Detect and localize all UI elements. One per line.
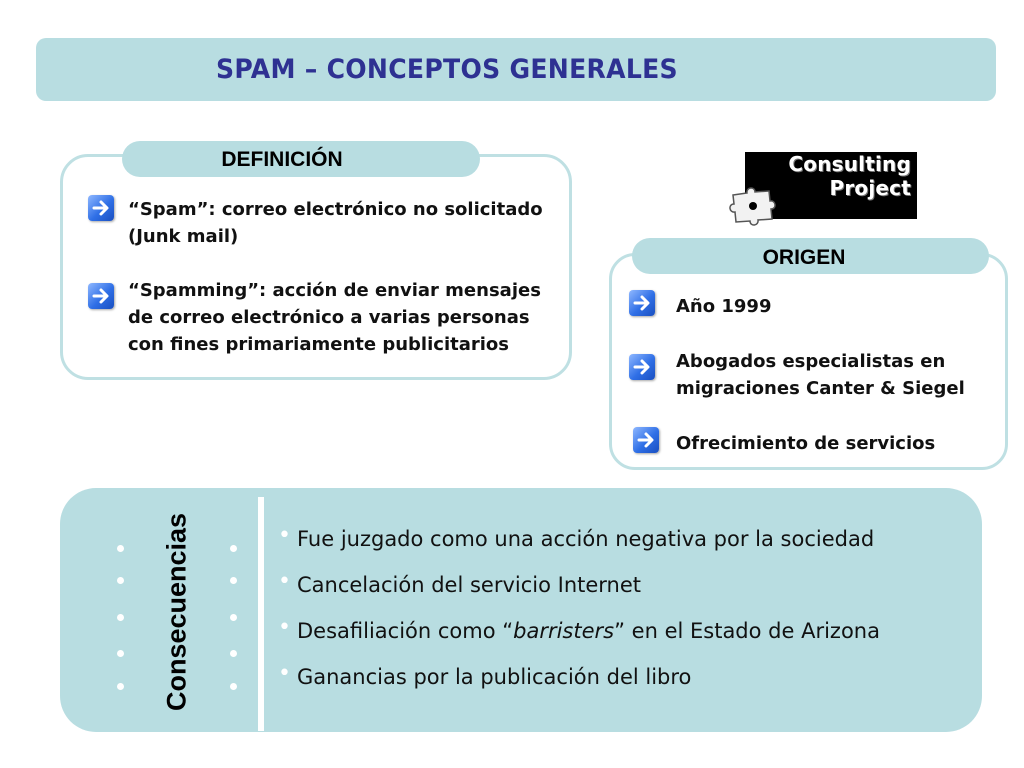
consecuencias-item-text: ” en el Estado de Arizona [614, 619, 880, 643]
definicion-item-line: “Spamming”: acción de enviar mensajes [128, 280, 541, 301]
decor-dot [230, 650, 237, 657]
decor-dot [117, 614, 124, 621]
origen-item-line: Ofrecimiento de servicios [676, 433, 936, 454]
decor-dot [230, 577, 237, 584]
logo-text [788, 152, 911, 200]
decor-dot [230, 683, 237, 690]
decor-dot [117, 545, 124, 552]
origen-item-line: Abogados especialistas en [676, 351, 946, 372]
decor-dot [230, 545, 237, 552]
origen-item [676, 430, 935, 457]
puzzle-piece-icon [725, 183, 787, 227]
definicion-item-line: “Spam”: correo electrónico no solicitado [128, 199, 543, 220]
logo-line: Consulting [788, 152, 911, 176]
arrow-right-icon [633, 427, 659, 453]
consecuencias-item-text: Desafiliación como “ [296, 619, 514, 643]
bullet: • [278, 615, 291, 640]
consecuencias-label: Consecuencias [161, 512, 192, 712]
definicion-item-spamming [128, 277, 541, 358]
consecuencias-item-text: Ganancias por la publicación del libro [296, 665, 692, 689]
consecuencias-item [278, 661, 692, 690]
consecuencias-item-text: Cancelación del servicio Internet [296, 573, 642, 597]
origen-heading: ORIGEN [762, 246, 846, 269]
decor-dot [230, 614, 237, 621]
arrow-right-icon [88, 283, 114, 309]
consecuencias-item [278, 569, 642, 598]
logo-line: Project [829, 176, 911, 200]
consecuencias-item-text: Fue juzgado como una acción negativa por la sociedad [296, 527, 875, 551]
origen-item-line: migraciones Canter & Siegel [676, 378, 965, 399]
definicion-item-spam [128, 196, 543, 250]
origen-item-line: Año 1999 [676, 296, 772, 317]
decor-dot [117, 683, 124, 690]
definicion-heading: DEFINICIÓN [221, 148, 343, 171]
consecuencias-panel [60, 488, 982, 732]
consecuencias-item [278, 523, 875, 552]
arrow-right-icon [88, 195, 114, 221]
divider [258, 497, 264, 731]
bullet: • [278, 523, 291, 548]
arrow-right-icon [629, 354, 655, 380]
decor-dot [117, 577, 124, 584]
arrow-right-icon [629, 290, 655, 316]
consecuencias-item [278, 615, 880, 644]
definicion-item-line: de correo electrónico a varias personas [128, 307, 530, 328]
consecuencias-item-emphasis: barristers [513, 619, 615, 643]
definicion-item-line: con fines primariamente publicitarios [128, 334, 509, 355]
origen-item [676, 348, 965, 402]
decor-dot [117, 650, 124, 657]
page-title: SPAM – CONCEPTOS GENERALES [216, 54, 678, 85]
origen-item [676, 293, 771, 320]
definicion-item-line: (Junk mail) [128, 226, 239, 247]
bullet: • [278, 661, 291, 686]
bullet: • [278, 569, 291, 594]
